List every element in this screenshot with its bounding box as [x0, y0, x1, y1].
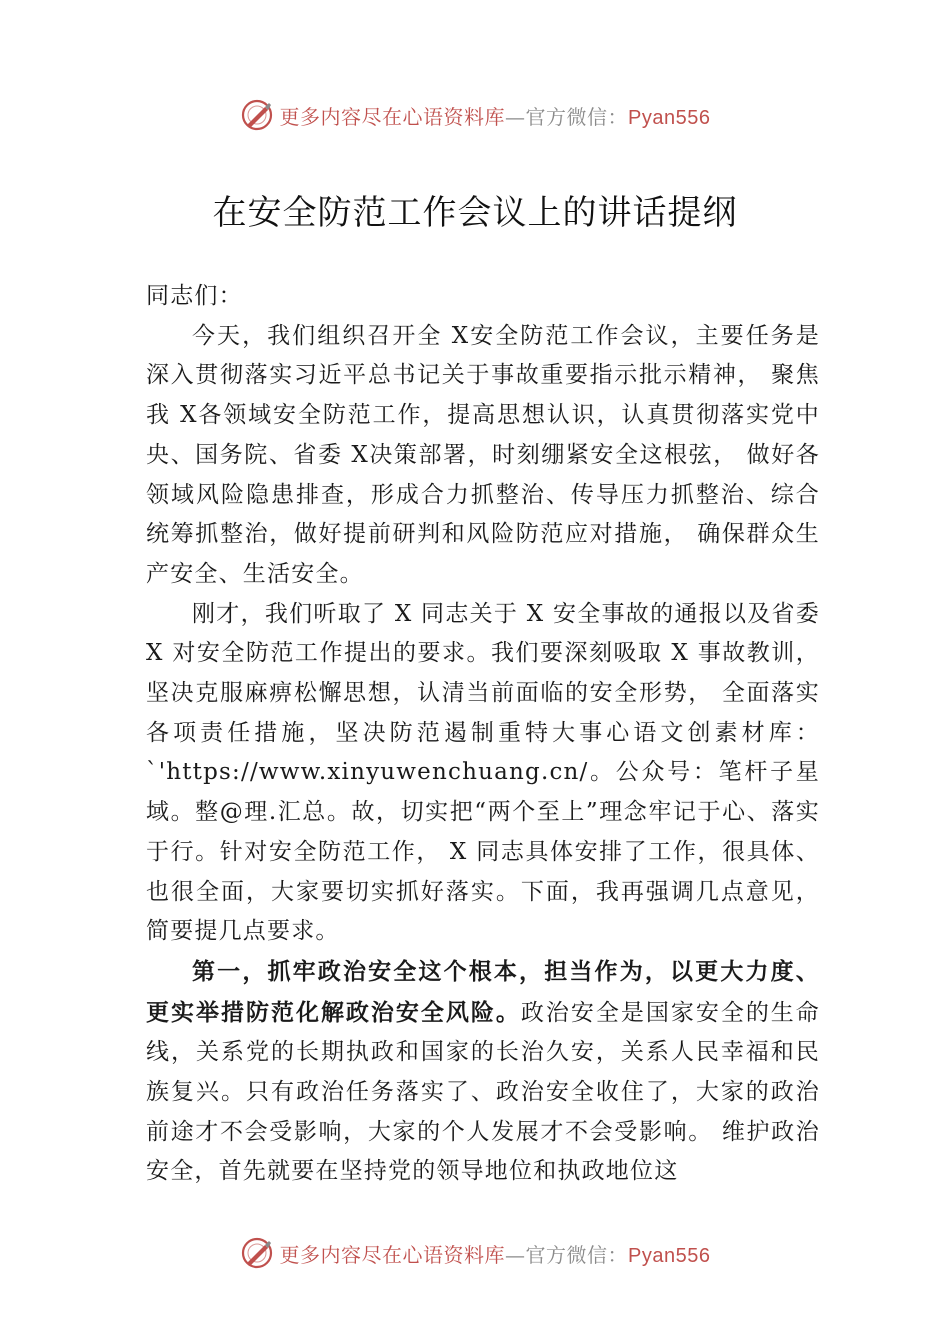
salutation: 同志们：	[146, 283, 243, 309]
brush-logo-icon	[240, 1236, 274, 1270]
footer-watermark	[0, 1233, 950, 1273]
document-body	[146, 277, 820, 1192]
paragraph-3-text: 政治安全是国家安全的生命线，关系党的长期执政和国家的长治久安，关系人民幸福和民族复兴。只有政治任务落实了、政治安全收住了，大家的政治前途才不会受影响，大家的个人发展才不会受影响。 维护政治安全，首先就要在坚持党的领导地位和执政地位这	[146, 999, 821, 1185]
header-watermark	[0, 95, 950, 135]
paragraph-3	[146, 952, 820, 1192]
paragraph-1: 今天，我们组织召开全 X安全防范工作会议，主要任务是深入贯彻落实习近平总书记关于事故重要指示批示精神， 聚焦我 X各领域安全防范工作，提高思想认识，认真贯彻落实党中央、国务院、省委 X决策部署，时刻绷紧安全这根弦， 做好各领域风险隐患排查，形成合力抓整治、传导压力抓整治、综合统筹抓整治，做好提前研判和风险防范应对措施， 确保群众生产安全、生活安全。	[146, 322, 820, 587]
paragraph-3-heading: 第一，抓牢政治安全这个根本，担当作为，以更大力度、更实举措防范化解政治安全风险。	[146, 957, 820, 1026]
paragraph-2: 刚才，我们听取了 X 同志关于 X 安全事故的通报以及省委 X 对安全防范工作提出的要求。我们要深刻吸取 X 事故教训，坚决克服麻痹松懈思想，认清当前面临的安全形势， 全面落实各项责任措施，坚决防范遏制重特大事心语文创素材库：`'https://www.xinyuwenchuang.cn/。公众号：笔杆子星域。整@理.汇总。故，切实把“两个至上”理念牢记于心、落实于行。针对安全防范工作， X 同志具体安排了工作，很具体、也很全面，大家要切实抓好落实。下面，我再强调几点意见，简要提几点要求。	[146, 600, 820, 945]
document-title: 在安全防范工作会议上的讲话提纲	[212, 193, 738, 233]
brush-logo-icon	[240, 98, 274, 132]
watermark-text: 更多内容尽在心语资料库—官方微信：Pyan556	[279, 1242, 711, 1267]
watermark-text: 更多内容尽在心语资料库—官方微信：Pyan556	[279, 104, 711, 129]
